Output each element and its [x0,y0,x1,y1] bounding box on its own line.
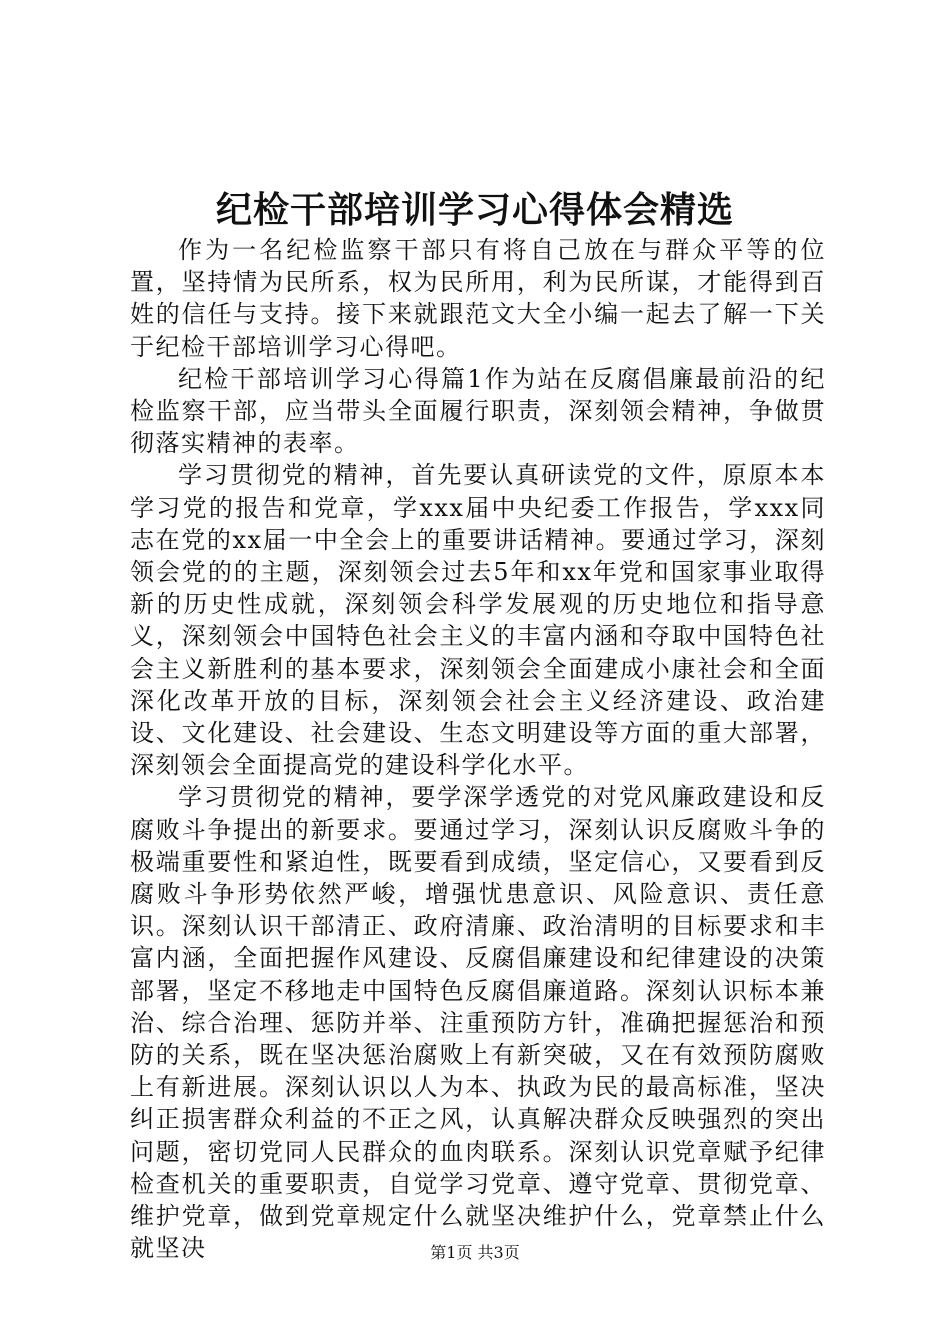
document-body [130,234,826,1265]
document-title: 纪检干部培训学习心得体会精选 [215,189,734,231]
paragraph-intro: 作为一名纪检监察干部只有将自己放在与群众平等的位置，坚持情为民所系，权为民所用，利为民所谋，才能得到百姓的信任与支持。接下来就跟范文大全小编一起去了解一下关于纪检干部培训学习心得吧。 [130,236,826,361]
paragraph-study-documents: 学习贯彻党的精神，首先要认真研读党的文件，原原本本学习党的报告和党章，学xxx届中央纪委工作报告，学xxx同志在党的xx届一中全会上的重要讲话精神。要通过学习，深刻领会党的的主题，深刻领会过去5年和xx年党和国家事业取得新的历史性成就，深刻领会科学发展观的历史地位和指导意义，深刻领会中国特色社会主义的丰富内涵和夺取中国特色社会主义新胜利的基本要求，深刻领会全面建成小康社会和全面深化改革开放的目标，深刻领会社会主义经济建设、政治建设、文化建设、社会建设、生态文明建设等方面的重大部署，深刻领会全面提高党的建设科学化水平。 [130,461,826,780]
page-number: 第1页 共3页 [430,1243,520,1262]
paragraph-anti-corruption: 学习贯彻党的精神，要学深学透党的对党风廉政建设和反腐败斗争提出的新要求。要通过学习，深刻认识反腐败斗争的极端重要性和紧迫性，既要看到成绩，坚定信心，又要看到反腐败斗争形势依然严峻，增强忧患意识、风险意识、责任意识。深刻认识干部清正、政府清廉、政治清明的目标要求和丰富内涵，全面把握作风建设、反腐倡廉建设和纪律建设的决策部署，坚定不移地走中国特色反腐倡廉道路。深刻认识标本兼治、综合治理、惩防并举、注重预防方针，准确把握惩治和预防的关系，既在坚决惩治腐败上有新突破，又在有效预防腐败上有新进展。深刻认识以人为本、执政为民的最高标准，坚决纠正损害群众利益的不正之风，认真解决群众反映强烈的突出问题，密切党同人民群众的血肉联系。深刻认识党章赋予纪律检查机关的重要职责，自觉学习党章、遵守党章、贯彻党章、维护党章，做到党章规定什么就坚决维护什么，党章禁止什么就坚决 [130,783,826,1263]
paragraph-part-1: 纪检干部培训学习心得篇1作为站在反腐倡廉最前沿的纪检监察干部，应当带头全面履行职责，深刻领会精神，争做贯彻落实精神的表率。 [130,364,826,458]
